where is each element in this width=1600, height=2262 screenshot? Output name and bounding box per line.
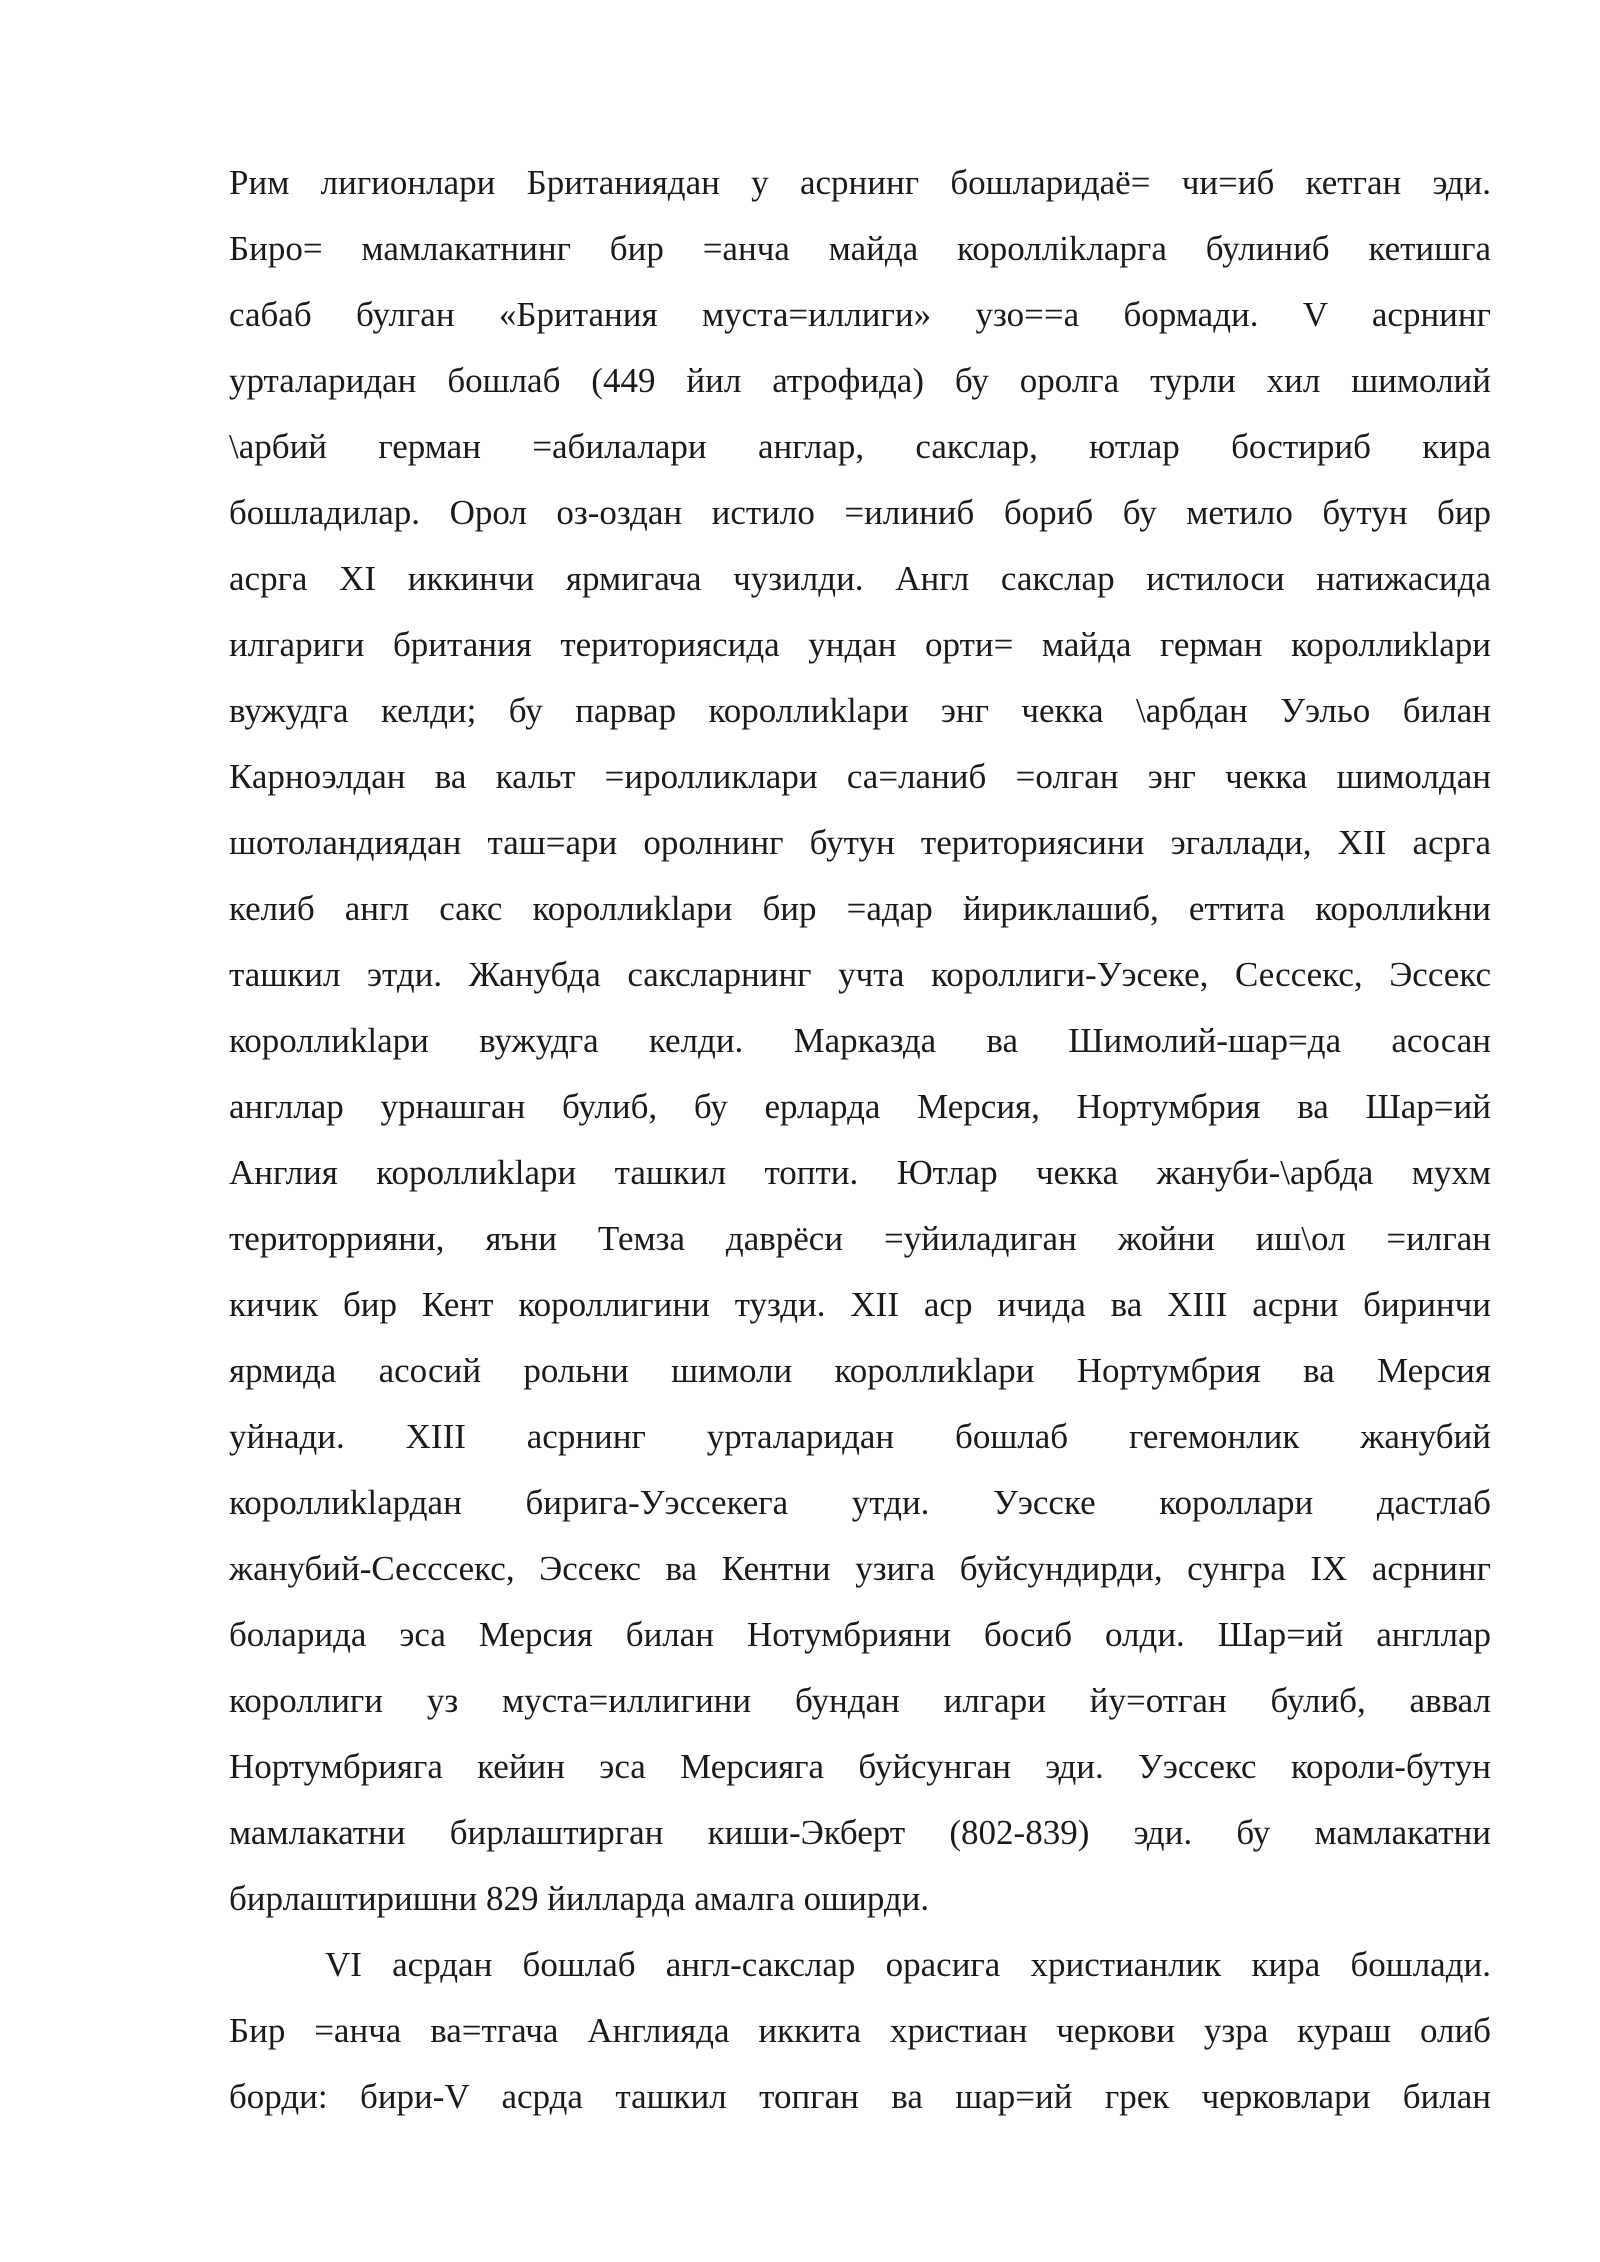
text-line: Карноэлдан ва кальт =иролликлари са=ланиб =олган энг чекка шимолдан [229, 757, 1491, 796]
document-page [229, 150, 1491, 2130]
text-line: Бир =анча ва=тгача Англияда иккита христиан черкови узра кураш олиб [229, 2011, 1491, 2050]
text-line: Рим лигионлари Британиядан у асрнинг бошларидаё= чи=иб кетган эди. [229, 163, 1491, 202]
text-line: короллиklари вужудга келди. Марказда ва Шимолий-шар=да асосан [229, 1021, 1491, 1060]
text-line: короллиklардан бирига-Уэссекега утди. Уэсске короллари дастлаб [229, 1483, 1491, 1522]
text-line: жанубий-Сесссекс, Эссекс ва Кентни узига буйсундирди, сунгра IX асрнинг [229, 1549, 1491, 1588]
text-line: Нортумбрияга кейин эса Мерсияга буйсунган эди. Уэссекс короли-бутун [229, 1747, 1491, 1786]
text-line: боларида эса Мерсия билан Нотумбрияни босиб олди. Шар=ий англлар [229, 1615, 1491, 1654]
text-line: VI асрдан бошлаб англ-сакслар орасига христианлик кира бошлади. [325, 1945, 1491, 1984]
text-line: територрияни, яъни Темза даврёси =уйиладиган жойни иш\ол =илган [229, 1219, 1491, 1258]
text-line: \арбий герман =абилалари англар, сакслар, ютлар бостириб кира [229, 427, 1491, 466]
text-line: ташкил этди. Жанубда саксларнинг учта короллиги-Уэсеке, Сессекс, Эссекс [229, 955, 1491, 994]
text-line: ярмида асосий рольни шимоли короллиklари Нортумбрия ва Мерсия [229, 1351, 1491, 1390]
text-line: короллиги уз муста=иллигини бундан илгари йу=отган булиб, аввал [229, 1681, 1491, 1720]
text-line: келиб англ сакс короллиklари бир =адар йириклашиб, еттита короллиkни [229, 889, 1491, 928]
text-line: илгариги британия териториясида ундан орти= майда герман короллиklари [229, 625, 1491, 664]
text-line: англлар урнашган булиб, бу ерларда Мерсия, Нортумбрия ва Шар=ий [229, 1087, 1491, 1126]
text-line: бирлаштиришни 829 йилларда амалга оширди. [229, 1879, 930, 1918]
text-line: кичик бир Кент короллигини тузди. XII аср ичида ва XIII асрни биринчи [229, 1285, 1491, 1324]
text-line: вужудга келди; бу парвар короллиklари энг чекка \арбдан Уэльо билан [229, 691, 1491, 730]
paragraph [229, 1932, 1491, 2130]
text-line: асрга XI иккинчи ярмигача чузилди. Англ сакслар истилоси натижасида [229, 559, 1491, 598]
text-line: уйнади. XIII асрнинг урталаридан бошлаб гегемонлик жанубий [229, 1417, 1491, 1456]
text-line: мамлакатни бирлаштирган киши-Экберт (802-839) эди. бу мамлакатни [229, 1813, 1491, 1852]
text-line: Англия короллиklари ташкил топти. Ютлар чекка жануби-\арбда мухм [229, 1153, 1491, 1192]
paragraph [229, 150, 1491, 1932]
text-line: Биро= мамлакатнинг бир =анча майда короллikларга булиниб кетишга [229, 229, 1491, 268]
text-line: шотоландиядан таш=ари оролнинг бутун териториясини эгаллади, XII асрга [229, 823, 1491, 862]
text-line: урталаридан бошлаб (449 йил атрофида) бу оролга турли хил шимолий [229, 361, 1491, 400]
text-line: сабаб булган «Британия муста=иллиги» узо==а бормади. V асрнинг [229, 295, 1491, 334]
text-line: бошладилар. Орол оз-оздан истило =илиниб бориб бу метило бутун бир [229, 493, 1491, 532]
text-line: борди: бири-V асрда ташкил топган ва шар=ий грек черковлари билан [229, 2077, 1491, 2116]
